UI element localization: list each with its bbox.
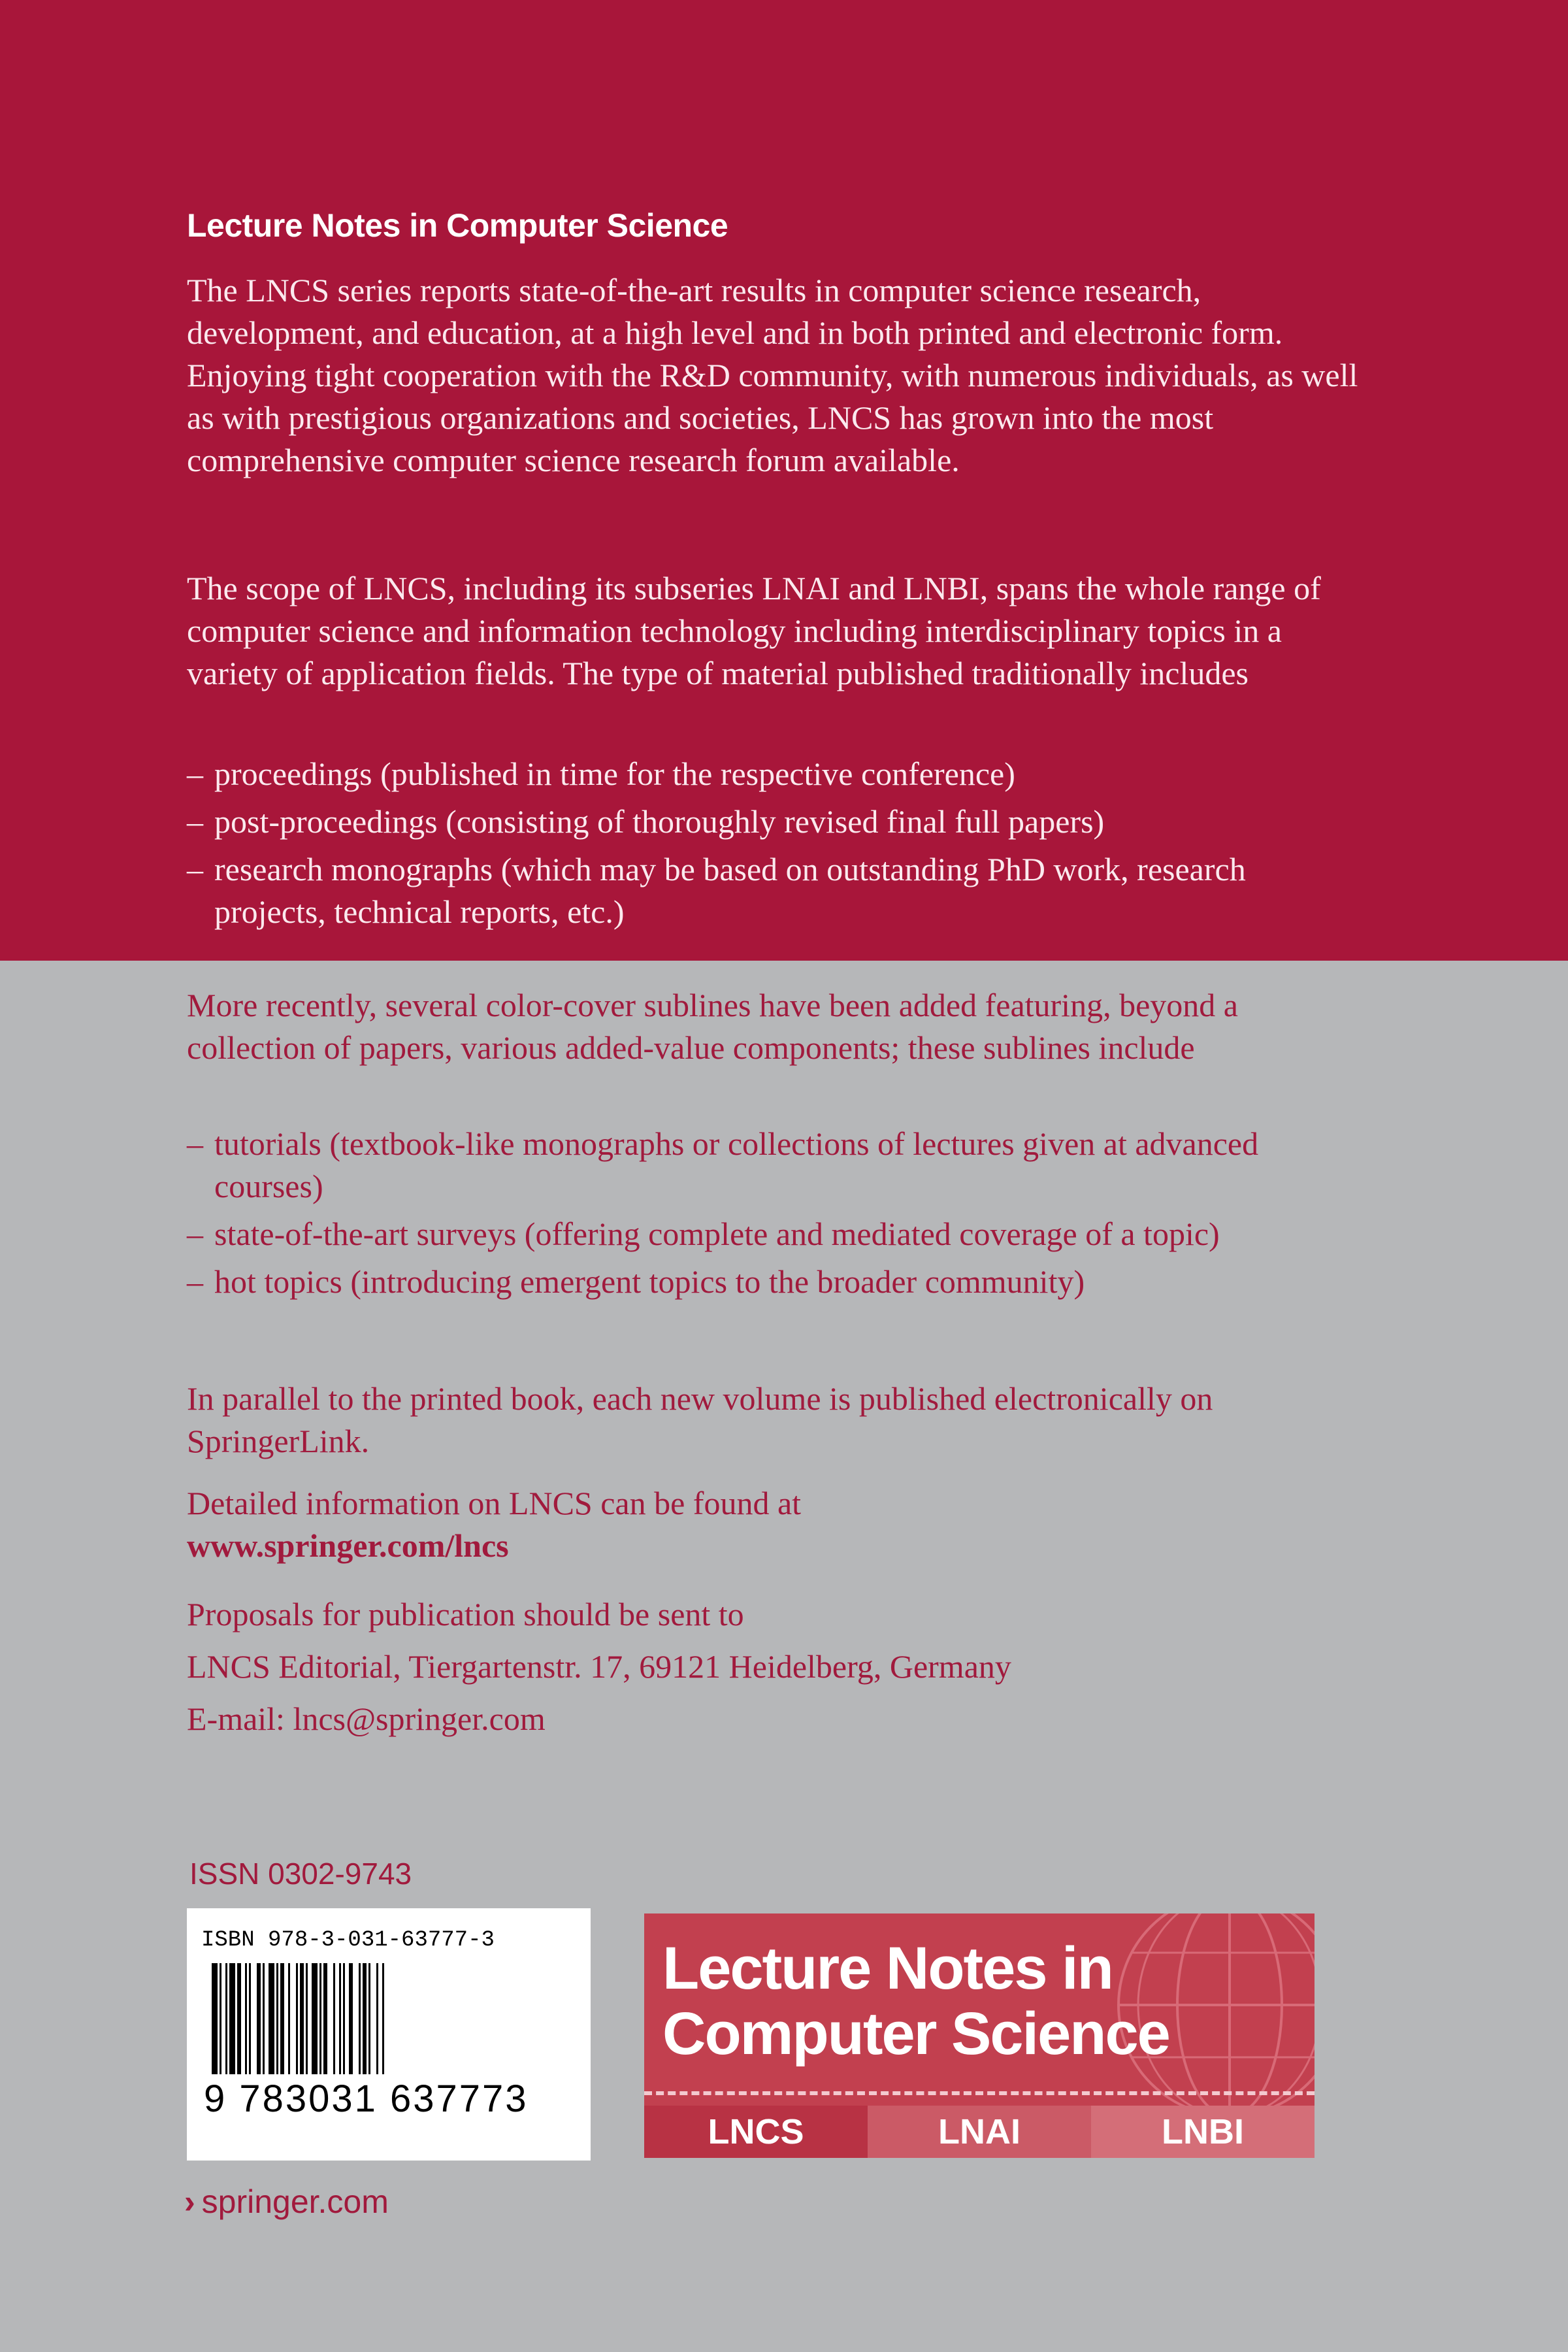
barcode-bar bbox=[269, 1963, 274, 2074]
barcode-bar bbox=[300, 1963, 304, 2074]
barcode-bar bbox=[323, 1963, 327, 2074]
material-list bbox=[187, 753, 1363, 938]
barcode-bar bbox=[276, 1963, 278, 2074]
barcode-bar bbox=[280, 1963, 284, 2074]
logo-divider bbox=[644, 2091, 1315, 2095]
lncs-link[interactable]: www.springer.com/lncs bbox=[187, 1527, 509, 1564]
isbn-label: ISBN 978-3-031-63777-3 bbox=[201, 1928, 495, 1953]
barcode-bar bbox=[339, 1963, 341, 2074]
list-item: – tutorials (textbook-like monographs or collections of lectures given at advanced courses) bbox=[187, 1125, 1259, 1204]
barcode-bar bbox=[288, 1963, 290, 2074]
subseries-band bbox=[644, 2106, 1315, 2158]
chevron-right-icon: › bbox=[184, 2183, 195, 2220]
lncs-logo bbox=[644, 1913, 1315, 2158]
contact-paragraph: Proposals for publication should be sent to LNCS Editorial, Tiergartenstr. 17, 69121 Heidelberg, Germany E-mail: lncs@springer.com bbox=[187, 1596, 1011, 1737]
barcode-bar bbox=[225, 1963, 227, 2074]
list-item: – post-proceedings (consisting of thoroughly revised final full papers) bbox=[187, 803, 1105, 840]
list-item: – state-of-the-art surveys (offering complete and mediated coverage of a topic) bbox=[187, 1216, 1220, 1252]
barcode-bar bbox=[249, 1963, 251, 2074]
logo-title: Lecture Notes in Computer Science bbox=[662, 1935, 1169, 2067]
barcode-bars bbox=[212, 1963, 564, 2081]
subseries-lnai: LNAI bbox=[868, 2106, 1091, 2158]
series-title: Lecture Notes in Computer Science bbox=[187, 207, 728, 244]
springer-link[interactable]: › springer.com bbox=[184, 2183, 389, 2220]
barcode-bar bbox=[359, 1963, 361, 2074]
barcode-bar bbox=[333, 1963, 335, 2074]
sublines-paragraph: More recently, several color-cover sublines have been added featuring, beyond a collection of papers, various added-value components; these sublines include bbox=[187, 987, 1238, 1066]
email-text: E-mail: lncs@springer.com bbox=[187, 1700, 546, 1737]
barcode-bar bbox=[237, 1963, 241, 2074]
subseries-lncs: LNCS bbox=[644, 2106, 868, 2158]
barcode-bar bbox=[306, 1963, 308, 2074]
subseries-lnbi: LNBI bbox=[1091, 2106, 1315, 2158]
barcode-bar bbox=[220, 1963, 221, 2074]
barcode-bar bbox=[349, 1963, 353, 2074]
barcode-bar bbox=[212, 1963, 218, 2074]
scope-paragraph: The scope of LNCS, including its subseries LNAI and LNBI, spans the whole range of computer science and information technology including interdisciplinary topics in a variety of application fields. The type of material published traditionally includes bbox=[187, 570, 1321, 691]
barcode-number: 9 783031 637773 bbox=[204, 2078, 529, 2120]
barcode-bar bbox=[363, 1963, 367, 2074]
barcode-bar bbox=[312, 1963, 318, 2074]
barcode-bar bbox=[229, 1963, 235, 2074]
barcode-bar bbox=[376, 1963, 378, 2074]
sublines-list bbox=[187, 1123, 1363, 1308]
barcode-bar bbox=[368, 1963, 370, 2074]
barcode-bar bbox=[319, 1963, 321, 2074]
barcode bbox=[187, 1908, 591, 2161]
barcode-bar bbox=[343, 1963, 345, 2074]
parallel-paragraph: In parallel to the printed book, each new volume is published electronically on SpringerLink. bbox=[187, 1380, 1213, 1459]
barcode-bar bbox=[257, 1963, 261, 2074]
barcode-bar bbox=[263, 1963, 265, 2074]
issn-label: ISSN 0302-9743 bbox=[189, 1857, 412, 1891]
list-item: – proceedings (published in time for the respective conference) bbox=[187, 755, 1015, 792]
list-item: – research monographs (which may be based on outstanding PhD work, research projects, technical reports, etc.) bbox=[187, 851, 1246, 930]
barcode-bar bbox=[382, 1963, 384, 2074]
details-paragraph: Detailed information on LNCS can be found at www.springer.com/lncs bbox=[187, 1485, 802, 1564]
barcode-bar bbox=[245, 1963, 247, 2074]
barcode-bar bbox=[296, 1963, 298, 2074]
intro-paragraph: The LNCS series reports state-of-the-art results in computer science research, development, and education, at a high level and in both printed and electronic form. Enjoying tight cooperation with the R&D community, with numerous individuals, as well as with prestigious organizations and societies, LNCS has grown into the most comprehensive computer science research forum available. bbox=[187, 272, 1358, 478]
list-item: – hot topics (introducing emergent topics to the broader community) bbox=[187, 1263, 1085, 1300]
